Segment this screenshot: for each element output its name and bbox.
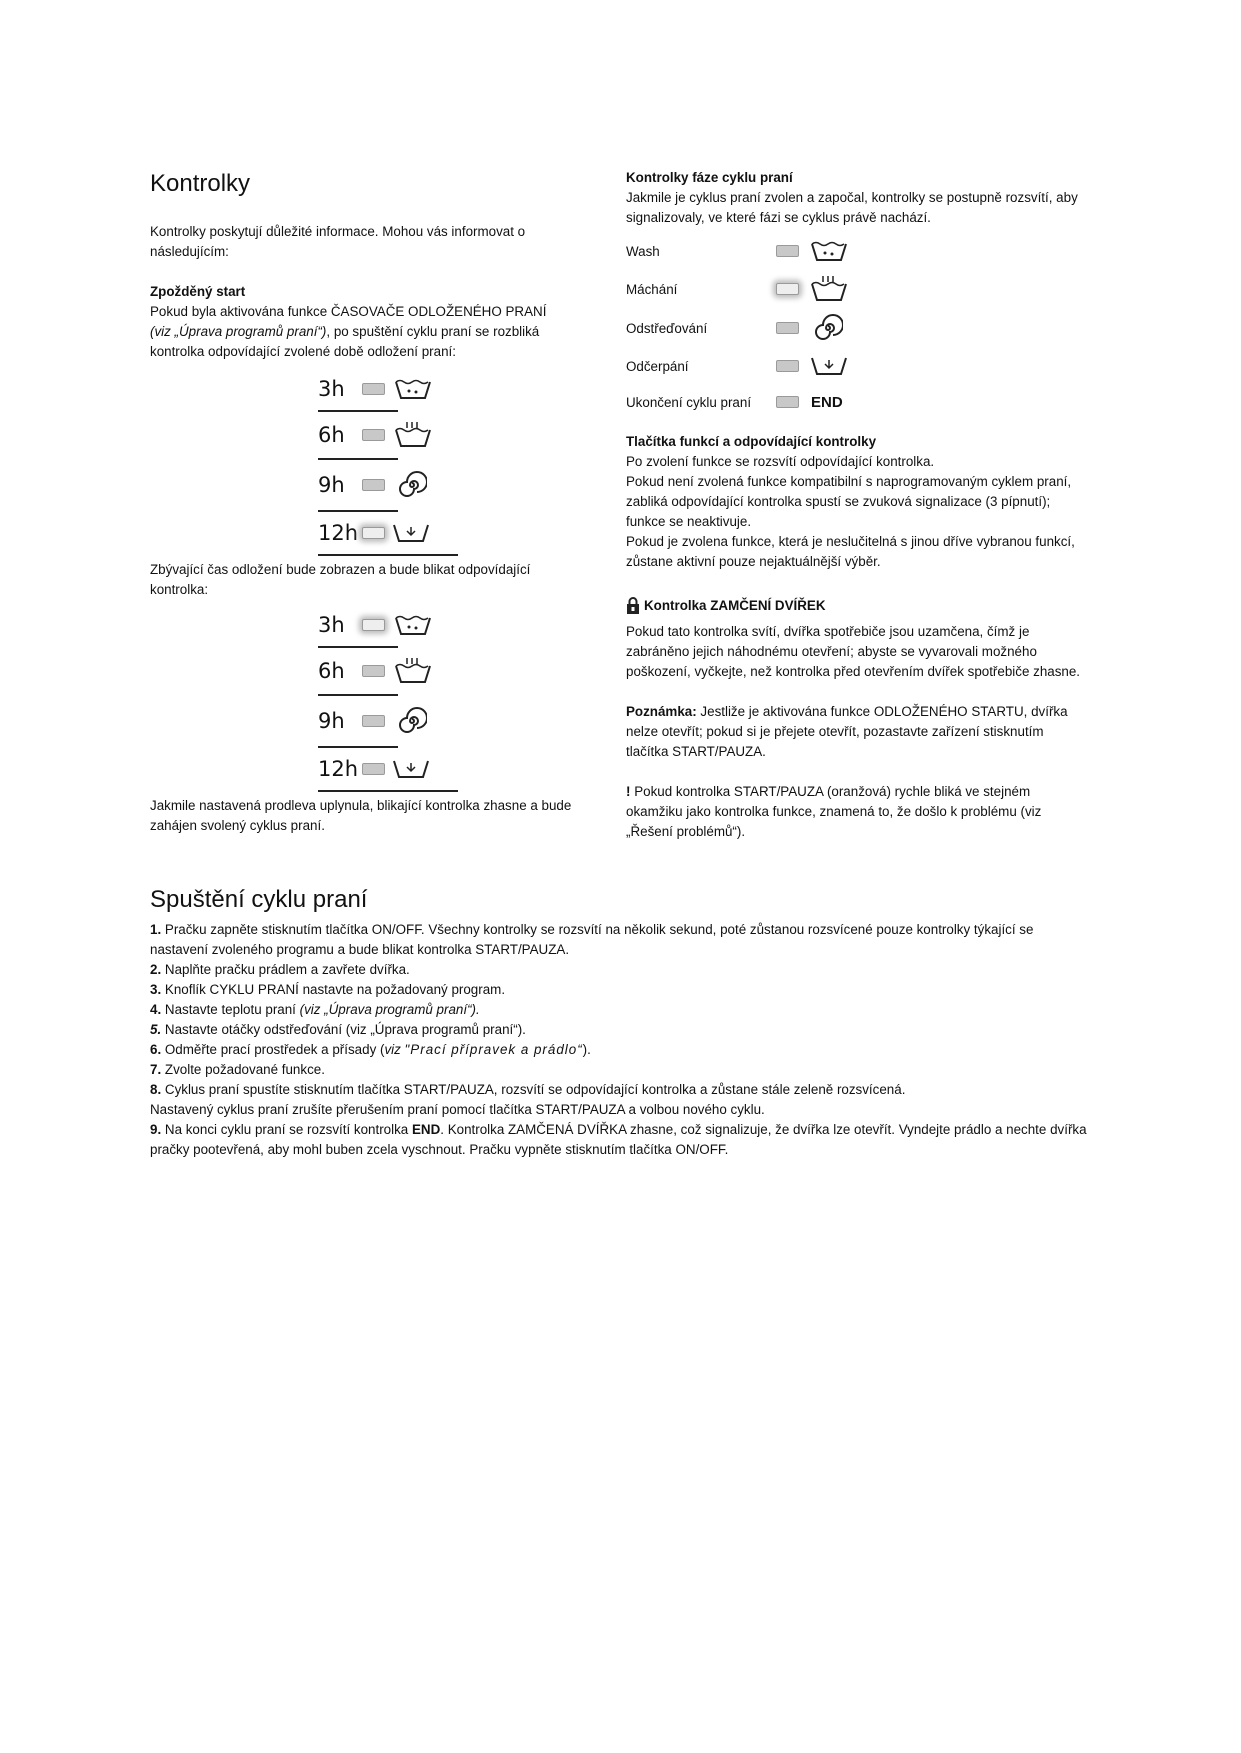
blinking-led (362, 527, 385, 539)
timer-row (318, 648, 458, 694)
indicator-led (362, 429, 385, 441)
phase-row (626, 308, 926, 348)
indicator-led (776, 322, 799, 334)
indicator-led (776, 245, 799, 257)
phase-label-rinse: Máchání (626, 281, 678, 297)
lock-text: Pokud tato kontrolka svítí, dvířka spotřebiče jsou uzamčena, čímž je zabráněno jejich náhodnému otevření; abyste se vyvarovali možného poškození, vyčkejte, než kontrolka před otevřením dvířek spotřebiče zhasne. (626, 624, 1081, 679)
phase-row (626, 270, 926, 308)
wash-tub-icon (809, 238, 849, 264)
door-lock-icon (626, 597, 640, 615)
step-1: 1. Pračku zapněte stisknutím tlačítka ON/OFF. Všechny kontrolky se rozsvítí na několik sekund, poté zůstanou rozsvícené pouze kontrolky týkající se nastavení zvoleného programu a bude blikat kontrolka START/PAUZA. (150, 922, 1034, 957)
phase-intro: Jakmile je cyklus praní zvolen a započal, kontrolky se postupně rozsvítí, aby signalizovaly, ve které fázi se cyklus právě nachází. (626, 190, 1078, 225)
phase-heading: Kontrolky fáze cyklu praní (626, 170, 793, 185)
func-p1: Po zvolení funkce se rozsvítí odpovídající kontrolka. (626, 454, 935, 469)
step-5: 5. Nastavte otáčky odstřeďování (viz „Úprava programů praní“). (150, 1022, 526, 1037)
timer-label: 12h (318, 757, 359, 781)
intro-text: Kontrolky poskytují důležité informace. Mohou vás informovat o následujícím: (150, 224, 526, 259)
spin-spiral-icon (397, 706, 427, 736)
warning-text: ! Pokud kontrolka START/PAUZA (oranžová) rychle bliká ve stejném okamžiku jako kontrolka funkce, znamená to, že došlo k problému (viz „Řešení problémů“). (626, 784, 1042, 839)
timer-figure-1 (318, 368, 458, 556)
spin-spiral-icon (813, 313, 843, 343)
delayed-text: Pokud byla aktivována funkce ČASOVAČE ODLOŽENÉHO PRANÍ (viz „Úprava programů praní“), po spuštění cyklu praní se rozbliká kontrolka odpovídající zvolené době odložení praní: (150, 304, 547, 359)
lock-heading: Kontrolka ZAMČENÍ DVÍŘEK (644, 598, 826, 613)
drain-tub-icon (391, 521, 431, 545)
phase-label-end: Ukončení cyklu praní (626, 394, 752, 410)
step-9: 9. Na konci cyklu praní se rozsvítí kontrolka END. Kontrolka ZAMČENÁ DVÍŘKA zhasne, což signalizuje, že dvířka lze otevřít. Vyndejte prádlo a nechte dvířka pračky pootevřená, aby mohl buben zcela vyschnout. Pračku vypněte stisknutím tlačítka ON/OFF. (150, 1122, 1087, 1157)
timer-row (318, 512, 458, 554)
step-4: 4. Nastavte teplotu praní (viz „Úprava programů praní“). (150, 1002, 480, 1017)
timer-label: 6h (318, 423, 345, 447)
phase-row (626, 384, 926, 420)
delayed-heading: Zpožděný start (150, 284, 246, 299)
timer-row (318, 460, 458, 510)
step-7: 7. Zvolte požadované funkce. (150, 1062, 325, 1077)
phase-row (626, 348, 926, 384)
timer-label: 9h (318, 709, 345, 733)
timer-row (318, 604, 458, 646)
phase-label-wash: Wash (626, 243, 660, 259)
step-3: 3. Knoflík CYKLU PRANÍ nastavte na požadovaný program. (150, 982, 506, 997)
drain-tub-icon (391, 757, 431, 781)
indicator-led (362, 665, 385, 677)
phase-row (626, 232, 926, 270)
phase-list (626, 232, 926, 420)
step-8-note: Nastavený cyklus praní zrušíte přerušením praní pomocí tlačítka START/PAUZA a volbou nového cyklu. (150, 1102, 765, 1117)
spin-spiral-icon (397, 470, 427, 500)
step-6: 6. Odměřte prací prostředek a přísady (viz "Prací přípravek a prádlo“). (150, 1042, 591, 1057)
blinking-led (776, 283, 799, 295)
section-title-kontrolky: Kontrolky (150, 170, 251, 197)
blinking-led (362, 619, 385, 631)
timer-label: 3h (318, 377, 345, 401)
step-8: 8. Cyklus praní spustíte stisknutím tlačítka START/PAUZA, rozsvítí se odpovídající kontrolka a zůstane stále zeleně rozsvícená. (150, 1082, 906, 1097)
indicator-led (776, 396, 799, 408)
indicator-led (776, 360, 799, 372)
indicator-led (362, 715, 385, 727)
drain-tub-icon (809, 354, 849, 378)
indicator-led (362, 763, 385, 775)
timer-row (318, 696, 458, 746)
func-p2: Pokud není zvolená funkce kompatibilní s naprogramovaným cyklem praní, zabliká odpovídající kontrolka spustí se zvuková signalizace (3 pípnutí); funkce se neaktivuje. (626, 474, 1072, 529)
rinse-tub-icon (809, 274, 849, 304)
section-title-start: Spuštění cyklu praní (150, 886, 368, 913)
remaining-text: Zbývající čas odložení bude zobrazen a bude blikat odpovídající kontrolka: (150, 562, 531, 597)
indicator-led (362, 383, 385, 395)
indicator-led (362, 479, 385, 491)
timer-label: 9h (318, 473, 345, 497)
func-heading: Tlačítka funkcí a odpovídající kontrolky (626, 434, 877, 449)
timer-label: 3h (318, 613, 345, 637)
timer-row (318, 368, 458, 410)
timer-label: 6h (318, 659, 345, 683)
rinse-tub-icon (393, 420, 433, 450)
end-label: END (811, 393, 843, 411)
step-2: 2. Naplňte pračku prádlem a zavřete dvířka. (150, 962, 410, 977)
func-p3: Pokud je zvolena funkce, která je neslučitelná s jinou dříve vybranou funkcí, zůstane aktivní pouze nejaktuálnější výběr. (626, 534, 1075, 569)
phase-label-drain: Odčerpání (626, 358, 689, 374)
wash-tub-icon (393, 376, 433, 402)
timer-row (318, 412, 458, 458)
note-text: Poznámka: Jestliže je aktivována funkce ODLOŽENÉHO STARTU, dvířka nelze otevřít; pokud si je přejete otevřít, pozastavte zařízení stisknutím tlačítka START/PAUZA. (626, 704, 1068, 759)
timer-label: 12h (318, 521, 359, 545)
wash-tub-icon (393, 612, 433, 638)
rinse-tub-icon (393, 656, 433, 686)
lock-heading-row (626, 596, 826, 616)
steps-list (150, 920, 1090, 1160)
timer-figure-2 (318, 604, 458, 792)
final-text: Jakmile nastavená prodleva uplynula, blikající kontrolka zhasne a bude zahájen svolený cyklus praní. (150, 798, 572, 833)
timer-row (318, 748, 458, 790)
phase-label-spin: Odstřeďování (626, 320, 708, 336)
